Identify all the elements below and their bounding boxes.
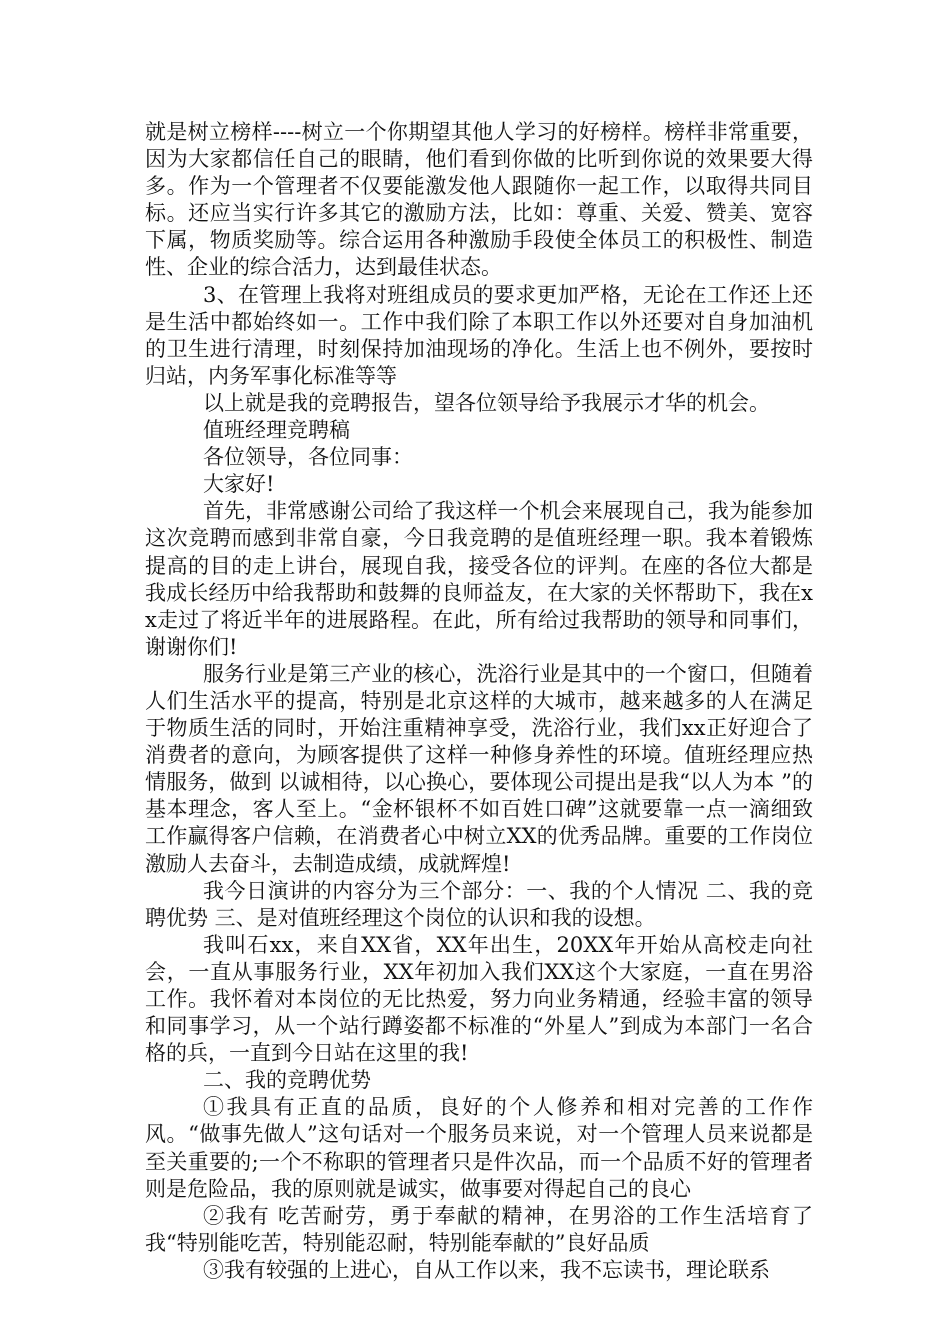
- paragraph-7: 首先，非常感谢公司给了我这样一个机会来展现自己，我为能参加这次竞聘而感到非常自豪，今日我竞聘的是值班经理一职。我本着锻炼提高的目的走上讲台，展现自我，接受各位的评判。在座的各位大都是我成长经历中给我帮助和鼓舞的良师益友，在大家的关怀帮助下，我在xx走过了将近半年的进展路程。在此，所有给过我帮助的领导和同事们，谢谢你们!: [145, 499, 813, 659]
- paragraph-13: ②我有 吃苦耐劳，勇于奉献的精神，在男浴的工作生活培育了我“特别能吃苦，特别能忍耐，特别能奉献的”良好品质: [145, 1203, 813, 1255]
- paragraph-8: 服务行业是第三产业的核心，洗浴行业是其中的一个窗口，但随着人们生活水平的提高，特别是北京这样的大城市，越来越多的人在满足于物质生活的同时，开始注重精神享受，洗浴行业，我们xx正好迎合了消费者的意向，为顾客提供了这样一种修身养性的环境。值班经理应热情服务，做到 以诚相待，以心换心，要体现公司提出是我“以人为本 ”的基本理念，客人至上。“金杯银杯不如百姓口碑”这就要靠一点一滴细致工作赢得客户信赖，在消费者心中树立XX的优秀品牌。重要的工作岗位激励人去奋斗，去制造成绩，成就辉煌!: [145, 661, 813, 876]
- paragraph-14: ③我有较强的上进心，自从工作以来，我不忘读书，理论联系: [203, 1257, 770, 1282]
- salutation: 各位领导，各位同事：: [203, 445, 413, 470]
- subheading: 二、我的竞聘优势: [203, 1068, 371, 1093]
- paragraph-1: 就是树立榜样----树立一个你期望其他人学习的好榜样。榜样非常重要，因为大家都信任自己的眼睛，他们看到你做的比听到你说的效果要大得多。作为一个管理者不仅要能激发他人跟随你一起工作，以取得共同目标。还应当实行许多其它的激励方法，比如：尊重、关爱、赞美、宽容下属，物质奖励等。综合运用各种激励手段使全体员工的积极性、制造性、企业的综合活力，达到最佳状态。: [145, 120, 813, 280]
- greeting: 大家好!: [203, 472, 275, 497]
- section-title: 值班经理竞聘稿: [203, 418, 350, 443]
- paragraph-10: 我叫石xx，来自XX省，XX年出生，20XX年开始从高校走向社会，一直从事服务行业，XX年初加入我们XX这个大家庭，一直在男浴工作。我怀着对本岗位的无比热爱，努力向业务精通，经验丰富的领导和同事学习，从一个站行蹲姿都不标准的“外星人”到成为本部门一名合格的兵，一直到今日站在这里的我!: [145, 932, 813, 1066]
- paragraph-3: 以上就是我的竞聘报告，望各位领导给予我展示才华的机会。: [203, 390, 770, 415]
- paragraph-12: ①我具有正直的品质，良好的个人修养和相对完善的工作作风。“做事先做人”这句话对一个服务员来说，对一个管理人员来说都是至关重要的;一个不称职的管理者只是件次品，而一个品质不好的管理者则是危险品，我的原则就是诚实，做事要对得起自己的良心: [145, 1095, 813, 1201]
- document-page: [145, 119, 813, 1284]
- paragraph-9: 我今日演讲的内容分为三个部分：一、我的个人情况 二、我的竞聘优势 三、是对值班经理这个岗位的认识和我的设想。: [145, 878, 813, 930]
- paragraph-2: 3、在管理上我将对班组成员的要求更加严格，无论在工作还上还是生活中都始终如一。工作中我们除了本职工作以外还要对自身加油机的卫生进行清理，时刻保持加油现场的净化。生活上也不例外，要按时归站，内务军事化标准等等: [145, 282, 813, 388]
